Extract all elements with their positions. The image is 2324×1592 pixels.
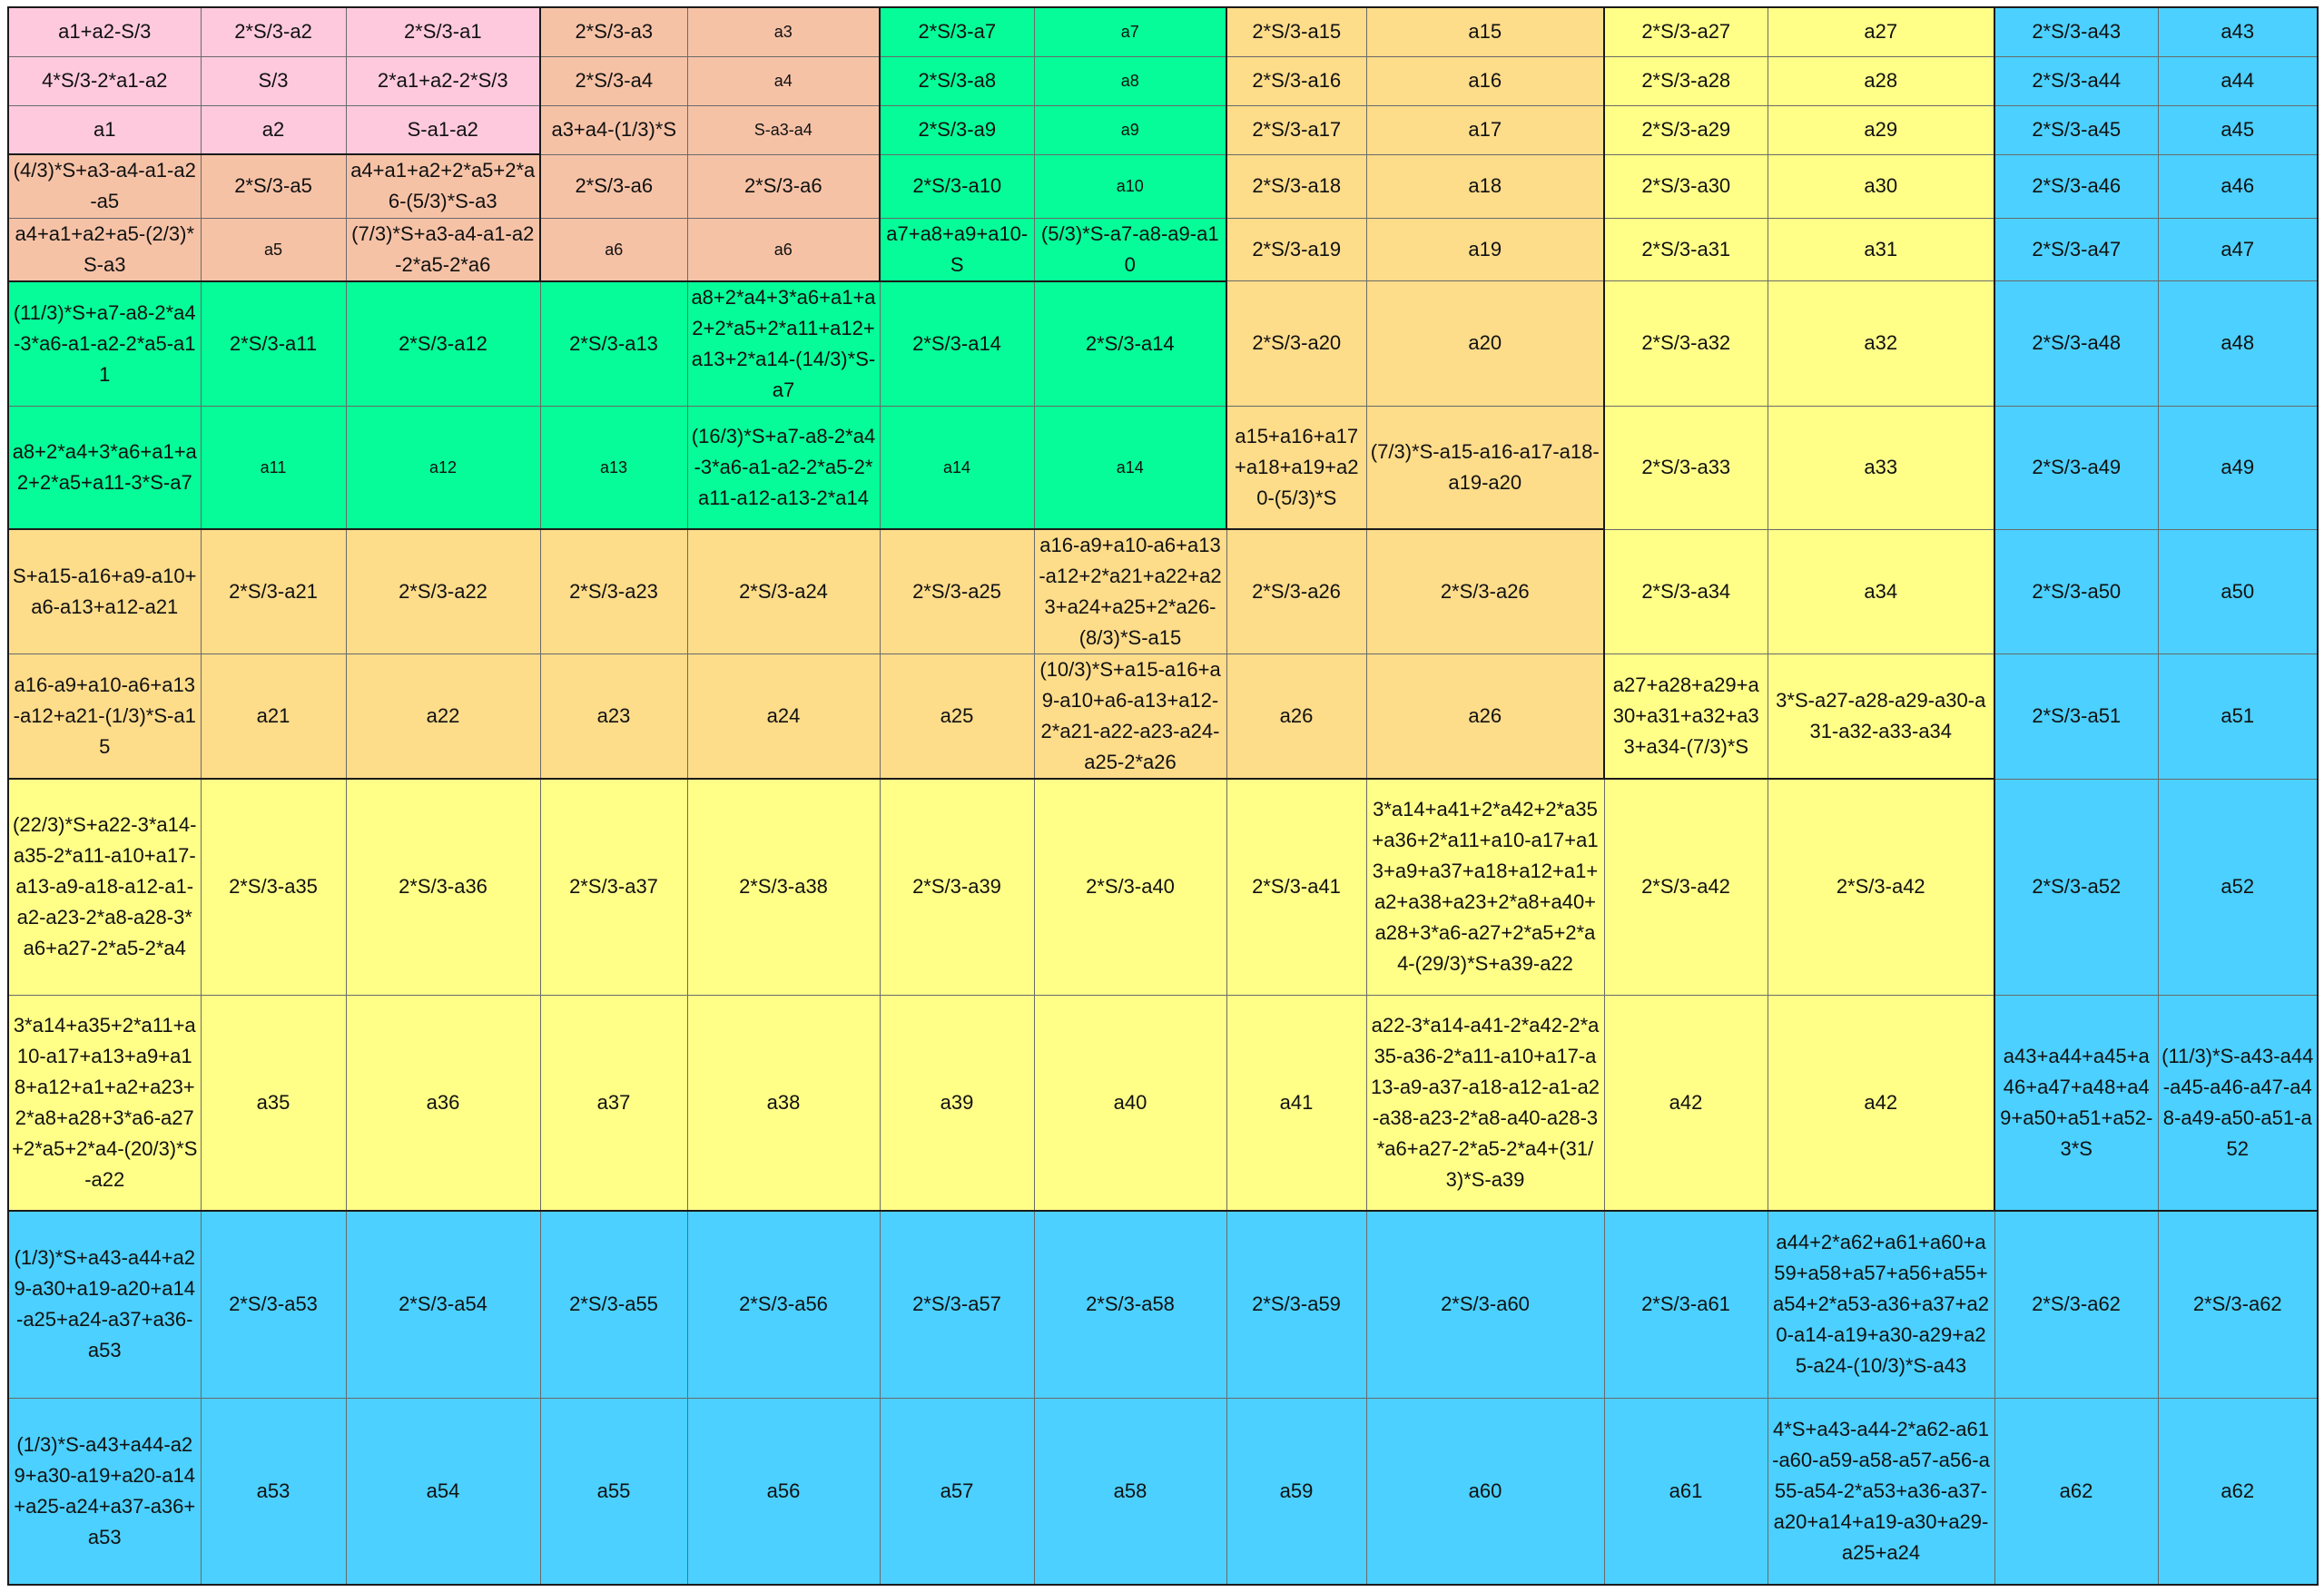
table-cell[interactable]: (7/3)*S+a3-a4-a1-a2-2*a5-2*a6 [346, 218, 540, 281]
table-cell[interactable]: 2*S/3-a5 [201, 154, 346, 218]
table-cell[interactable]: 2*S/3-a14 [1034, 281, 1226, 407]
table-cell[interactable]: a12 [346, 406, 540, 529]
table-cell[interactable]: a54 [346, 1398, 540, 1585]
table-cell[interactable]: (4/3)*S+a3-a4-a1-a2-a5 [8, 154, 201, 218]
table-cell[interactable]: a41 [1226, 995, 1366, 1211]
table-cell[interactable]: a19 [1366, 218, 1604, 281]
table-cell[interactable]: 2*S/3-a34 [1604, 529, 1768, 654]
table-cell[interactable]: a7+a8+a9+a10-S [880, 218, 1034, 281]
table-cell[interactable]: 2*S/3-a7 [880, 7, 1034, 56]
table-cell[interactable]: a38 [687, 995, 880, 1211]
table-cell[interactable]: a61 [1604, 1398, 1768, 1585]
table-cell[interactable]: a1+a2-S/3 [8, 7, 201, 56]
table-cell[interactable]: a11 [201, 406, 346, 529]
table-body [8, 7, 2318, 1585]
table-cell[interactable]: 2*S/3-a54 [346, 1211, 540, 1398]
table-cell[interactable]: a4+a1+a2+a5-(2/3)*S-a3 [8, 218, 201, 281]
table-cell[interactable]: a3 [687, 7, 880, 56]
table-cell[interactable]: 2*S/3-a49 [1994, 406, 2158, 529]
table-cell[interactable]: 2*S/3-a40 [1034, 779, 1226, 995]
table-cell[interactable]: a28 [1768, 56, 1994, 105]
table-row [8, 529, 2318, 654]
table-cell[interactable]: 2*S/3-a46 [1994, 154, 2158, 218]
table-cell[interactable]: 2*S/3-a45 [1994, 105, 2158, 154]
table-cell[interactable]: a22 [346, 654, 540, 780]
table-cell[interactable]: a43+a44+a45+a46+a47+a48+a49+a50+a51+a52-3*S [1994, 995, 2158, 1211]
table-cell[interactable]: a16-a9+a10-a6+a13-a12+2*a21+a22+a23+a24+a25+2*a26-(8/3)*S-a15 [1034, 529, 1226, 654]
table-cell[interactable]: a55 [540, 1398, 687, 1585]
table-cell[interactable]: a3+a4-(1/3)*S [540, 105, 687, 154]
table-cell[interactable]: a40 [1034, 995, 1226, 1211]
table-cell[interactable]: 3*a14+a35+2*a11+a10-a17+a13+a9+a18+a12+a1+a2+a23+2*a8+a28+3*a6-a27+2*a5+2*a4-(20/3)*S-a22 [8, 995, 201, 1211]
table-cell[interactable]: a57 [880, 1398, 1034, 1585]
table-cell[interactable]: 2*S/3-a9 [880, 105, 1034, 154]
table-cell[interactable]: 2*S/3-a14 [880, 281, 1034, 407]
table-cell[interactable]: a21 [201, 654, 346, 780]
table-cell[interactable]: a60 [1366, 1398, 1604, 1585]
table-cell[interactable]: (1/3)*S+a43-a44+a29-a30+a19-a20+a14-a25+a24-a37+a36-a53 [8, 1211, 201, 1398]
magic-square-table [7, 6, 2319, 1586]
table-row [8, 1211, 2318, 1398]
table-cell[interactable]: (5/3)*S-a7-a8-a9-a10 [1034, 218, 1226, 281]
table-cell[interactable]: a31 [1768, 218, 1994, 281]
table-cell[interactable]: a47 [2158, 218, 2318, 281]
table-row [8, 154, 2318, 218]
table-cell[interactable]: 2*S/3-a53 [201, 1211, 346, 1398]
table-cell[interactable]: a42 [1768, 995, 1994, 1211]
table-cell[interactable]: 4*S+a43-a44-2*a62-a61-a60-a59-a58-a57-a56-a55-a54-2*a53+a36-a37-a20+a14+a19-a30+a29-a25+a24 [1768, 1398, 1994, 1585]
table-cell[interactable]: a58 [1034, 1398, 1226, 1585]
table-cell[interactable]: (11/3)*S-a43-a44-a45-a46-a47-a48-a49-a50-a51-a52 [2158, 995, 2318, 1211]
table-cell[interactable]: 2*S/3-a30 [1604, 154, 1768, 218]
table-cell[interactable]: 2*S/3-a43 [1994, 7, 2158, 56]
table-row [8, 7, 2318, 56]
table-cell[interactable]: a53 [201, 1398, 346, 1585]
table-cell[interactable]: (11/3)*S+a7-a8-2*a4-3*a6-a1-a2-2*a5-a11 [8, 281, 201, 407]
table-cell[interactable]: 2*S/3-a19 [1226, 218, 1366, 281]
table-cell[interactable]: 2*S/3-a17 [1226, 105, 1366, 154]
table-cell[interactable]: 2*S/3-a20 [1226, 281, 1366, 407]
table-cell[interactable]: a20 [1366, 281, 1604, 407]
table-row [8, 281, 2318, 407]
table-cell[interactable]: 2*S/3-a42 [1604, 779, 1768, 995]
table-cell[interactable]: a29 [1768, 105, 1994, 154]
table-cell[interactable]: a15 [1366, 7, 1604, 56]
table-cell[interactable]: a14 [1034, 406, 1226, 529]
table-cell[interactable]: 2*S/3-a44 [1994, 56, 2158, 105]
table-row [8, 56, 2318, 105]
table-cell[interactable]: 2*S/3-a38 [687, 779, 880, 995]
table-row [8, 406, 2318, 529]
table-cell[interactable]: 2*S/3-a55 [540, 1211, 687, 1398]
table-cell[interactable]: a33 [1768, 406, 1994, 529]
table-cell[interactable]: 2*S/3-a62 [1994, 1211, 2158, 1398]
table-cell[interactable]: 2*S/3-a48 [1994, 281, 2158, 407]
table-cell[interactable]: 2*S/3-a58 [1034, 1211, 1226, 1398]
table-cell[interactable]: a14 [880, 406, 1034, 529]
table-cell[interactable]: S/3 [201, 56, 346, 105]
table-cell[interactable]: a36 [346, 995, 540, 1211]
table-cell[interactable]: 2*S/3-a39 [880, 779, 1034, 995]
table-cell[interactable]: 2*S/3-a15 [1226, 7, 1366, 56]
table-cell[interactable]: 2*S/3-a37 [540, 779, 687, 995]
table-cell[interactable]: a43 [2158, 7, 2318, 56]
table-cell[interactable]: a6 [540, 218, 687, 281]
table-cell[interactable]: 2*S/3-a36 [346, 779, 540, 995]
table-cell[interactable]: a4+a1+a2+2*a5+2*a6-(5/3)*S-a3 [346, 154, 540, 218]
table-cell[interactable]: a17 [1366, 105, 1604, 154]
table-cell[interactable]: (16/3)*S+a7-a8-2*a4-3*a6-a1-a2-2*a5-2*a11-a12-a13-2*a14 [687, 406, 880, 529]
table-cell[interactable]: a5 [201, 218, 346, 281]
table-cell[interactable]: 3*a14+a41+2*a42+2*a35+a36+2*a11+a10-a17+a13+a9+a37+a18+a12+a1+a2+a38+a23+2*a8+a40+a28+3*a6-a27+2*a5+2*a4-(29/3)*S+a39-a22 [1366, 779, 1604, 995]
table-cell[interactable]: 2*S/3-a23 [540, 529, 687, 654]
table-cell[interactable]: a42 [1604, 995, 1768, 1211]
table-cell[interactable]: (22/3)*S+a22-3*a14-a35-2*a11-a10+a17-a13-a9-a18-a12-a1-a2-a23-2*a8-a28-3*a6+a27-2*a5-2*a4 [8, 779, 201, 995]
table-row [8, 995, 2318, 1211]
table-cell[interactable]: 2*S/3-a59 [1226, 1211, 1366, 1398]
table-cell[interactable]: a15+a16+a17+a18+a19+a20-(5/3)*S [1226, 406, 1366, 529]
table-cell[interactable]: 2*S/3-a25 [880, 529, 1034, 654]
table-cell[interactable]: a2 [201, 105, 346, 154]
table-cell[interactable]: a30 [1768, 154, 1994, 218]
table-row [8, 105, 2318, 154]
table-row [8, 654, 2318, 780]
table-cell[interactable]: a23 [540, 654, 687, 780]
table-cell[interactable]: a10 [1034, 154, 1226, 218]
table-cell[interactable]: a9 [1034, 105, 1226, 154]
table-cell[interactable]: a44+2*a62+a61+a60+a59+a58+a57+a56+a55+a54+2*a53-a36+a37+a20-a14-a19+a30-a29+a25-a24-(10/3)*S-a43 [1768, 1211, 1994, 1398]
table-cell[interactable]: 4*S/3-2*a1-a2 [8, 56, 201, 105]
table-cell[interactable]: (7/3)*S-a15-a16-a17-a18-a19-a20 [1366, 406, 1604, 529]
table-cell[interactable]: 2*S/3-a51 [1994, 654, 2158, 780]
table-cell[interactable]: 2*S/3-a28 [1604, 56, 1768, 105]
table-cell[interactable]: a27+a28+a29+a30+a31+a32+a33+a34-(7/3)*S [1604, 654, 1768, 780]
table-cell[interactable]: 2*S/3-a31 [1604, 218, 1768, 281]
table-cell[interactable]: a49 [2158, 406, 2318, 529]
table-cell[interactable]: 2*S/3-a11 [201, 281, 346, 407]
table-cell[interactable]: a4 [687, 56, 880, 105]
table-cell[interactable]: 2*S/3-a42 [1768, 779, 1994, 995]
table-cell[interactable]: a25 [880, 654, 1034, 780]
table-cell[interactable]: (10/3)*S+a15-a16+a9-a10+a6-a13+a12-2*a21-a22-a23-a24-a25-2*a26 [1034, 654, 1226, 780]
table-cell[interactable]: a8 [1034, 56, 1226, 105]
table-cell[interactable]: 2*S/3-a33 [1604, 406, 1768, 529]
table-cell[interactable]: 2*S/3-a61 [1604, 1211, 1768, 1398]
table-cell[interactable]: 2*S/3-a52 [1994, 779, 2158, 995]
table-cell[interactable]: 2*S/3-a22 [346, 529, 540, 654]
table-cell[interactable]: a51 [2158, 654, 2318, 780]
table-cell[interactable]: S+a15-a16+a9-a10+a6-a13+a12-a21 [8, 529, 201, 654]
table-cell[interactable]: 2*S/3-a29 [1604, 105, 1768, 154]
table-cell[interactable]: 2*S/3-a50 [1994, 529, 2158, 654]
table-cell[interactable]: 2*S/3-a6 [540, 154, 687, 218]
table-cell[interactable]: a24 [687, 654, 880, 780]
table-cell[interactable]: a8+2*a4+3*a6+a1+a2+2*a5+2*a11+a12+a13+2*a14-(14/3)*S-a7 [687, 281, 880, 407]
table-cell[interactable]: 2*S/3-a6 [687, 154, 880, 218]
table-cell[interactable]: a13 [540, 406, 687, 529]
table-cell[interactable]: 2*a1+a2-2*S/3 [346, 56, 540, 105]
table-cell[interactable]: 2*S/3-a57 [880, 1211, 1034, 1398]
table-cell[interactable]: 2*S/3-a16 [1226, 56, 1366, 105]
table-cell[interactable]: a35 [201, 995, 346, 1211]
table-cell[interactable]: a7 [1034, 7, 1226, 56]
table-cell[interactable]: 2*S/3-a60 [1366, 1211, 1604, 1398]
table-cell[interactable]: 2*S/3-a56 [687, 1211, 880, 1398]
table-cell[interactable]: 2*S/3-a62 [2158, 1211, 2318, 1398]
table-cell[interactable]: a26 [1366, 654, 1604, 780]
table-cell[interactable]: 2*S/3-a32 [1604, 281, 1768, 407]
table-cell[interactable]: 2*S/3-a24 [687, 529, 880, 654]
table-cell[interactable]: (1/3)*S-a43+a44-a29+a30-a19+a20-a14+a25-a24+a37-a36+a53 [8, 1398, 201, 1585]
table-cell[interactable]: 2*S/3-a3 [540, 7, 687, 56]
table-cell[interactable]: 2*S/3-a35 [201, 779, 346, 995]
table-cell[interactable]: 2*S/3-a27 [1604, 7, 1768, 56]
table-cell[interactable]: a52 [2158, 779, 2318, 995]
table-cell[interactable]: 2*S/3-a18 [1226, 154, 1366, 218]
table-cell[interactable]: a50 [2158, 529, 2318, 654]
table-cell[interactable]: a6 [687, 218, 880, 281]
table-cell[interactable]: a62 [1994, 1398, 2158, 1585]
table-cell[interactable]: 2*S/3-a12 [346, 281, 540, 407]
table-cell[interactable]: a62 [2158, 1398, 2318, 1585]
table-cell[interactable]: a18 [1366, 154, 1604, 218]
table-cell[interactable]: 2*S/3-a41 [1226, 779, 1366, 995]
table-cell[interactable]: a32 [1768, 281, 1994, 407]
table-cell[interactable]: 2*S/3-a21 [201, 529, 346, 654]
table-cell[interactable]: 2*S/3-a8 [880, 56, 1034, 105]
table-row [8, 779, 2318, 995]
table-cell[interactable]: a59 [1226, 1398, 1366, 1585]
table-cell[interactable]: a45 [2158, 105, 2318, 154]
table-cell[interactable]: S-a1-a2 [346, 105, 540, 154]
table-row [8, 218, 2318, 281]
table-cell[interactable]: 2*S/3-a4 [540, 56, 687, 105]
table-cell[interactable]: a22-3*a14-a41-2*a42-2*a35-a36-2*a11-a10+a17-a13-a9-a37-a18-a12-a1-a2-a38-a23-2*a8-a40-a28-3*a6+a27-2*a5-2*a4+(31/3)*S-a39 [1366, 995, 1604, 1211]
table-cell[interactable]: a56 [687, 1398, 880, 1585]
table-cell[interactable]: 2*S/3-a2 [201, 7, 346, 56]
table-cell[interactable]: S-a3-a4 [687, 105, 880, 154]
table-cell[interactable]: a1 [8, 105, 201, 154]
table-cell[interactable]: a34 [1768, 529, 1994, 654]
table-cell[interactable]: 2*S/3-a26 [1226, 529, 1366, 654]
table-cell[interactable]: a8+2*a4+3*a6+a1+a2+2*a5+a11-3*S-a7 [8, 406, 201, 529]
table-cell[interactable]: 2*S/3-a10 [880, 154, 1034, 218]
table-cell[interactable]: 2*S/3-a47 [1994, 218, 2158, 281]
table-row [8, 1398, 2318, 1585]
table-cell[interactable]: 2*S/3-a1 [346, 7, 540, 56]
table-cell[interactable]: a37 [540, 995, 687, 1211]
table-cell[interactable]: a39 [880, 995, 1034, 1211]
table-cell[interactable]: 2*S/3-a26 [1366, 529, 1604, 654]
table-cell[interactable]: 2*S/3-a13 [540, 281, 687, 407]
table-cell[interactable]: a44 [2158, 56, 2318, 105]
table-cell[interactable]: a27 [1768, 7, 1994, 56]
table-cell[interactable]: a48 [2158, 281, 2318, 407]
table-cell[interactable]: 3*S-a27-a28-a29-a30-a31-a32-a33-a34 [1768, 654, 1994, 780]
table-cell[interactable]: a16-a9+a10-a6+a13-a12+a21-(1/3)*S-a15 [8, 654, 201, 780]
table-cell[interactable]: a16 [1366, 56, 1604, 105]
table-cell[interactable]: a46 [2158, 154, 2318, 218]
table-cell[interactable]: a26 [1226, 654, 1366, 780]
